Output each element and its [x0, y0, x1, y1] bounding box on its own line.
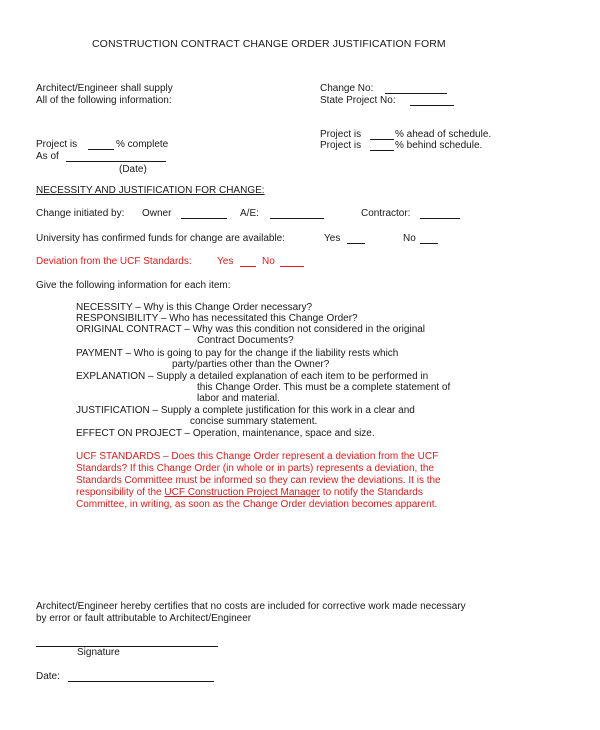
date-field[interactable] — [68, 681, 214, 682]
initiated-label: Change initiated by: — [36, 208, 125, 219]
item-responsibility: RESPONSIBILITY – Who has necessitated this Change Order? — [76, 313, 358, 324]
funds-yes-field[interactable] — [347, 243, 365, 244]
item-necessity: NECESSITY – Why is this Change Order necessary? — [76, 302, 313, 313]
deviation-no-label: No — [262, 256, 275, 267]
ucf-line-4-post: to notify the Standards — [322, 487, 423, 498]
funds-no-field[interactable] — [420, 243, 438, 244]
item-effect-on-project: EFFECT ON PROJECT – Operation, maintenance, space and size. — [76, 428, 375, 439]
deviation-yes-label: Yes — [217, 256, 234, 267]
ucf-line-3: Standards Committee must be informed so they can review the deviations. It is the — [76, 475, 441, 486]
ahead-pct-field[interactable] — [370, 139, 394, 140]
ahead-label: % ahead of schedule. — [395, 129, 492, 140]
complete-project-is: Project is — [36, 139, 78, 150]
item-justification-cont: concise summary statement. — [190, 416, 318, 427]
give-following-label: Give the following information for each item: — [36, 280, 231, 291]
item-original-contract: ORIGINAL CONTRACT – Why was this condition not considered in the original — [76, 324, 426, 335]
deviation-yes-field[interactable] — [240, 266, 256, 267]
item-payment: PAYMENT – Who is going to pay for the change if the liability rests which — [76, 348, 399, 359]
initiated-owner-label: Owner — [142, 208, 172, 219]
funds-yes-label: Yes — [324, 233, 341, 244]
change-no-label: Change No: — [320, 83, 374, 94]
contractor-field[interactable] — [420, 218, 460, 219]
behind-pct-field[interactable] — [370, 150, 394, 151]
ucf-line-1: UCF STANDARDS – Does this Change Order represent a deviation from the UCF — [76, 451, 439, 462]
ucf-project-manager-link: UCF Construction Project Manager — [164, 487, 321, 498]
ucf-line-5: Committee, in writing, as soon as the Change Order deviation becomes apparent. — [76, 499, 438, 510]
funds-no-label: No — [403, 233, 416, 244]
date-caption: (Date) — [119, 164, 147, 175]
form-title: CONSTRUCTION CONTRACT CHANGE ORDER JUSTIFICATION FORM — [92, 38, 446, 50]
intro-line-2: All of the following information: — [36, 95, 172, 106]
as-of-label: As of — [36, 151, 59, 162]
state-project-label: State Project No: — [320, 95, 396, 106]
item-justification: JUSTIFICATION – Supply a complete justification for this work in a clear and — [76, 405, 415, 416]
funds-label: University has confirmed funds for change are available: — [36, 233, 286, 244]
ucf-line-4-pre: responsibility of the — [76, 487, 162, 498]
signature-line[interactable] — [36, 646, 218, 647]
state-project-field[interactable] — [410, 105, 454, 106]
behind-label: % behind schedule. — [395, 140, 483, 151]
change-no-field[interactable] — [385, 93, 447, 94]
ucf-line-4 — [76, 487, 423, 499]
item-explanation-cont-2: labor and material. — [197, 393, 280, 404]
complete-pct-field[interactable] — [88, 149, 114, 150]
certify-line-2: by error or fault attributable to Architect/Engineer — [36, 613, 252, 624]
complete-label: % complete — [116, 139, 169, 150]
necessity-heading: NECESSITY AND JUSTIFICATION FOR CHANGE: — [36, 185, 265, 196]
signature-label: Signature — [77, 647, 120, 658]
item-explanation: EXPLANATION – Supply a detailed explanation of each item to be performed in — [76, 371, 429, 382]
ae-field[interactable] — [270, 218, 324, 219]
initiated-contractor-label: Contractor: — [361, 208, 411, 219]
item-original-contract-cont: Contract Documents? — [197, 335, 294, 346]
as-of-date-field[interactable] — [66, 161, 166, 162]
ahead-project-is: Project is — [320, 129, 362, 140]
deviation-no-field[interactable] — [280, 266, 304, 267]
initiated-ae-label: A/E: — [240, 208, 259, 219]
date-label: Date: — [36, 671, 60, 682]
certify-line-1: Architect/Engineer hereby certifies that no costs are included for corrective work made necessary — [36, 601, 466, 612]
ucf-line-2: Standards? If this Change Order (in whole or in parts) represents a deviation, the — [76, 463, 434, 474]
behind-project-is: Project is — [320, 140, 362, 151]
item-explanation-cont-1: this Change Order. This must be a complete statement of — [197, 382, 451, 393]
deviation-label: Deviation from the UCF Standards: — [36, 256, 192, 267]
item-payment-cont: party/parties other than the Owner? — [172, 359, 330, 370]
intro-line-1: Architect/Engineer shall supply — [36, 83, 173, 94]
owner-field[interactable] — [181, 218, 227, 219]
